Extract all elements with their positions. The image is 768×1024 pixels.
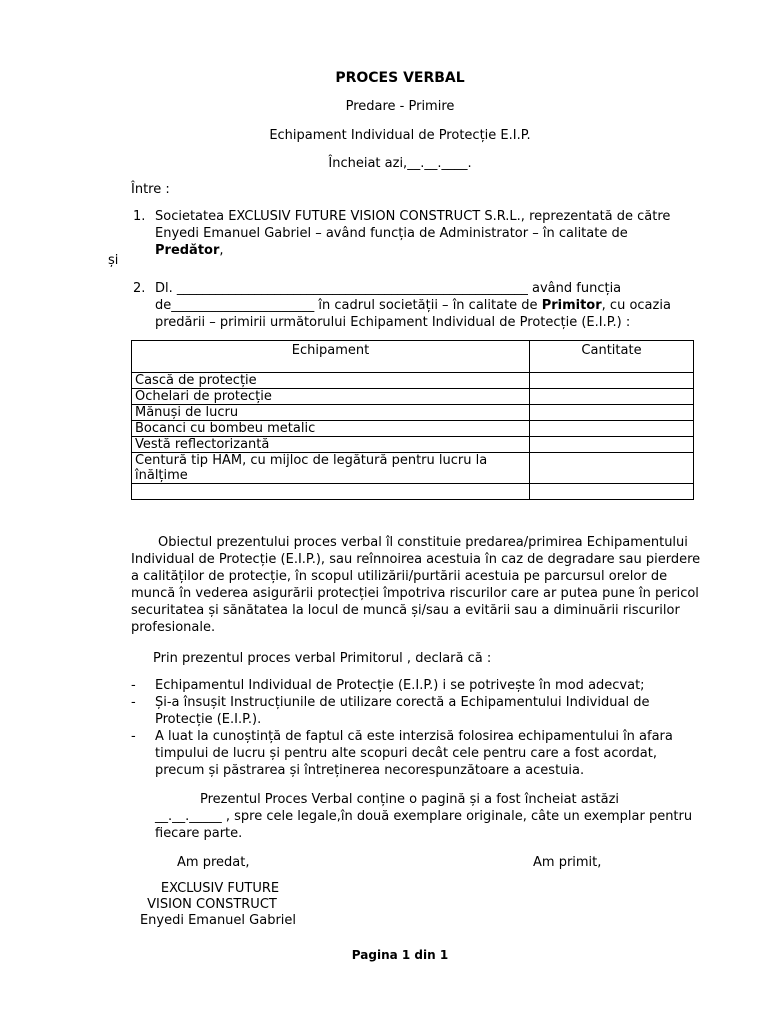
table-row-empty (132, 484, 694, 500)
doc-title: PROCES VERBAL (335, 70, 465, 86)
col-equipment-header: Echipament (132, 341, 530, 373)
table-row (132, 437, 694, 453)
signature-company-line1: EXCLUSIV FUTURE (160, 881, 280, 896)
role-handing-over: Predător (155, 243, 220, 258)
equipment-cell: Centură tip HAM, cu mijloc de legătură pentru lucru la înălțime (132, 453, 530, 484)
handed-over-label: Am predat, (177, 855, 250, 870)
item2-line2: de______________________ în cadrul societății – în calitate de Primitor, cu ocazia (155, 298, 671, 313)
role-receiving: Primitor (541, 298, 602, 313)
equipment-cell: Mănuși de lucru (132, 405, 530, 421)
received-label: Am primit, (533, 855, 602, 870)
paragraph-declaration: Prin prezentul proces verbal Primitorul , declară că : (153, 651, 492, 666)
table-row (132, 421, 694, 437)
bullet-item-2: Și-a însușit Instrucțiunile de utilizare corectă a Echipamentului Individual de Protecție (E.I.P.). (155, 695, 650, 727)
item2-number: 2. (133, 281, 146, 296)
table-row (132, 453, 694, 484)
bullet-dash: - (131, 695, 136, 710)
quantity-cell (530, 484, 694, 500)
equipment-cell: Cască de protecție (132, 373, 530, 389)
doc-subtitle: Predare - Primire (345, 99, 455, 114)
conjunction-and: și (108, 253, 119, 268)
equipment-cell (132, 484, 530, 500)
table-row (132, 405, 694, 421)
item2-text (155, 280, 695, 331)
table-row (132, 389, 694, 405)
paragraph-purpose: Obiectul prezentului proces verbal îl constituie predarea/primirea Echipamentului Individual de Protecție (E.I.P.), sau reînnoirea acestuia în caz de degradare sau pierdere a calităților de protecție, în scopul utilizării/purtării acestuia pe parcursul orelor de muncă în vederea asigurării protecției împotriva riscurilor care ar putea pune în pericol securitatea și sănătatea la locul de muncă și/sau a evitării sau a diminuării riscurilor profesionale. (131, 535, 701, 635)
doc-concluded-date: Încheiat azi,__.__.____. (328, 156, 472, 171)
quantity-cell (530, 421, 694, 437)
col-quantity-header: Cantitate (530, 341, 694, 373)
table-header-row (132, 341, 694, 373)
quantity-cell (530, 389, 694, 405)
signature-company-line2: VISION CONSTRUCT (147, 897, 277, 912)
item1-line1: Societatea EXCLUSIV FUTURE VISION CONSTRUCT S.R.L., reprezentată de către (155, 209, 671, 224)
paragraph-closing-line1: Prezentul Proces Verbal conține o pagină și a fost încheiat astăzi (200, 792, 620, 807)
between-label: Între : (131, 182, 170, 197)
paragraph-closing-line2: __.__._____ , spre cele legale,în două exemplare originale, câte un exemplar pentru fiecare parte. (155, 809, 693, 841)
quantity-cell (530, 453, 694, 484)
bullet-item-3: A luat la cunoștință de faptul că este interzisă folosirea echipamentului în afara timpului de lucru și pentru alte scopuri decât cele pentru care a fost acordat, precum și păstrarea și întreținerea necorespunzătoare a acestuia. (155, 729, 673, 778)
equipment-cell: Ochelari de protecție (132, 389, 530, 405)
bullet-dash: - (131, 729, 136, 744)
quantity-cell (530, 437, 694, 453)
equipment-cell: Vestă reflectorizantă (132, 437, 530, 453)
item2-line1: Dl. ______________________________________________________ având funcția (155, 281, 622, 296)
signature-name: Enyedi Emanuel Gabriel (139, 913, 297, 928)
item2-line3: predării – primirii următorului Echipament Individual de Protecție (E.I.P.) : (155, 315, 631, 330)
item1-number: 1. (133, 209, 146, 224)
quantity-cell (530, 373, 694, 389)
equipment-cell: Bocanci cu bombeu metalic (132, 421, 530, 437)
page-footer: Pagina 1 din 1 (351, 948, 449, 962)
quantity-cell (530, 405, 694, 421)
equipment-table (131, 340, 694, 500)
item1-text (155, 208, 695, 259)
doc-subject: Echipament Individual de Protecție E.I.P. (269, 128, 531, 143)
table-row (132, 373, 694, 389)
item1-line2: Enyedi Emanuel Gabriel – având funcția de Administrator – în calitate de Predător, (155, 226, 628, 258)
bullet-dash: - (131, 678, 136, 693)
bullet-item-1: Echipamentul Individual de Protecție (E.I.P.) i se potrivește în mod adecvat; (155, 678, 645, 693)
